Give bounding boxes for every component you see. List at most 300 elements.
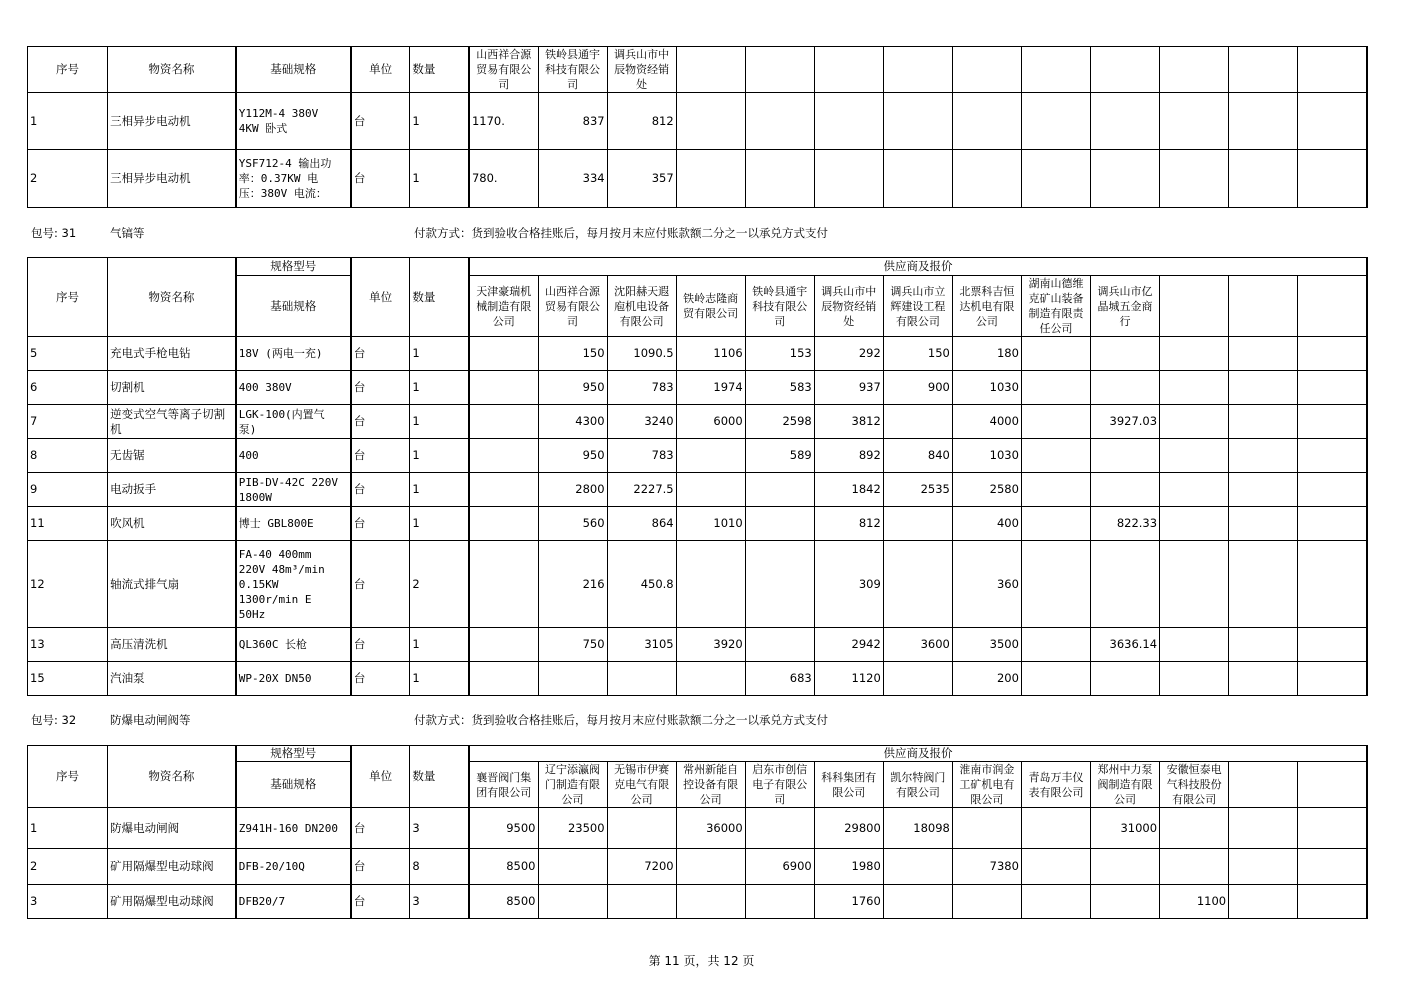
price-cell	[745, 150, 814, 208]
price-cell: 309	[814, 541, 883, 628]
header-spec: 基础规格	[236, 276, 351, 337]
supplier-header: 北票科吉恒达机电有限公司	[952, 276, 1021, 337]
price-cell	[607, 885, 676, 919]
price-cell	[952, 93, 1021, 150]
row-seq: 9	[28, 473, 108, 507]
price-cell: 780.	[469, 150, 538, 208]
price-cell	[1229, 808, 1298, 849]
row-qty: 2	[410, 541, 469, 628]
row-spec: LGK-100(内置气 泵)	[236, 405, 351, 439]
price-cell	[676, 849, 745, 885]
price-cell	[745, 93, 814, 150]
price-cell	[1021, 473, 1090, 507]
row-spec: DFB-20/10Q	[236, 849, 351, 885]
header-seq: 序号	[28, 47, 108, 93]
price-cell: 1106	[676, 337, 745, 371]
row-seq: 6	[28, 371, 108, 405]
price-cell: 4300	[538, 405, 607, 439]
price-cell: 292	[814, 337, 883, 371]
price-cell: 3920	[676, 628, 745, 662]
row-qty: 1	[410, 371, 469, 405]
price-cell: 2942	[814, 628, 883, 662]
row-item-name: 汽油泵	[108, 662, 236, 696]
package-31-name: 气镐等	[110, 226, 145, 240]
price-cell: 360	[952, 541, 1021, 628]
row-qty: 3	[410, 885, 469, 919]
price-cell: 3812	[814, 405, 883, 439]
row-qty: 1	[410, 507, 469, 541]
supplier-header: 调兵山市中辰物资经销处	[814, 276, 883, 337]
row-qty: 1	[410, 405, 469, 439]
price-cell	[1298, 628, 1367, 662]
header-spec: 基础规格	[236, 762, 351, 808]
package-32-label: 包号: 32	[31, 713, 77, 727]
price-cell	[607, 808, 676, 849]
price-cell: 8500	[469, 885, 538, 919]
price-cell	[1091, 473, 1160, 507]
price-cell	[1021, 808, 1090, 849]
row-qty: 3	[410, 808, 469, 849]
price-cell	[1298, 507, 1367, 541]
header-supplier-group: 供应商及报价	[469, 258, 1367, 276]
price-cell	[1021, 541, 1090, 628]
price-cell	[1229, 473, 1298, 507]
price-cell	[883, 405, 952, 439]
supplier-header: 调兵山市中辰物资经销处	[607, 47, 676, 93]
price-cell	[1091, 150, 1160, 208]
price-cell	[1298, 473, 1367, 507]
price-cell	[1021, 662, 1090, 696]
package-32-name: 防爆电动闸阀等	[110, 713, 191, 727]
price-cell	[1160, 371, 1229, 405]
price-cell	[1021, 93, 1090, 150]
row-spec: DFB20/7	[236, 885, 351, 919]
table-row	[28, 507, 1368, 541]
supplier-header: 青岛万丰仪表有限公司	[1021, 762, 1090, 808]
price-cell: 9500	[469, 808, 538, 849]
price-cell	[1091, 371, 1160, 405]
price-cell	[745, 507, 814, 541]
header-qty: 数量	[410, 258, 469, 337]
supplier-header: 淮南市润金工矿机电有限公司	[952, 762, 1021, 808]
package-32-payment: 付款方式：货到验收合格挂账后，每月按月末应付账款额二分之一以承兑方式支付	[414, 713, 828, 727]
price-cell	[952, 150, 1021, 208]
price-cell	[745, 628, 814, 662]
price-cell: 450.8	[607, 541, 676, 628]
price-cell: 1010	[676, 507, 745, 541]
table-row	[28, 405, 1368, 439]
price-cell	[676, 541, 745, 628]
price-cell	[1021, 507, 1090, 541]
row-unit: 台	[351, 507, 410, 541]
price-cell	[607, 662, 676, 696]
supplier-header: 科科集团有限公司	[814, 762, 883, 808]
price-cell	[1091, 439, 1160, 473]
price-cell	[469, 628, 538, 662]
row-item-name: 逆变式空气等离子切割机	[108, 405, 236, 439]
price-cell	[676, 93, 745, 150]
price-cell	[469, 473, 538, 507]
price-cell: 7200	[607, 849, 676, 885]
price-cell	[1160, 507, 1229, 541]
row-seq: 1	[28, 93, 108, 150]
supplier-header: 调兵山市亿晶城五金商行	[1091, 276, 1160, 337]
price-cell: 4000	[952, 405, 1021, 439]
price-cell	[883, 150, 952, 208]
price-cell: 950	[538, 371, 607, 405]
price-cell	[1229, 93, 1298, 150]
price-cell: 1974	[676, 371, 745, 405]
price-cell	[1021, 150, 1090, 208]
table-row	[28, 337, 1368, 371]
price-cell	[1298, 371, 1367, 405]
supplier-header: 山西祥合源贸易有限公司	[538, 276, 607, 337]
table-row	[28, 885, 1368, 919]
price-cell: 6000	[676, 405, 745, 439]
price-cell	[1298, 150, 1367, 208]
price-cell	[1091, 541, 1160, 628]
table-row	[28, 628, 1368, 662]
price-cell: 200	[952, 662, 1021, 696]
supplier-header: 凯尔特阀门有限公司	[883, 762, 952, 808]
price-cell	[469, 337, 538, 371]
price-cell	[1021, 628, 1090, 662]
table-2	[27, 257, 1368, 696]
supplier-header: 沈阳赫天遐庖机电设备有限公司	[607, 276, 676, 337]
row-seq: 11	[28, 507, 108, 541]
row-unit: 台	[351, 628, 410, 662]
header-unit: 单位	[351, 47, 410, 93]
row-item-name: 防爆电动闸阀	[108, 808, 236, 849]
price-cell	[1229, 371, 1298, 405]
supplier-header: 湖南山德维克矿山装备制造有限责任公司	[1021, 276, 1090, 337]
row-unit: 台	[351, 541, 410, 628]
row-qty: 1	[410, 473, 469, 507]
price-cell	[676, 150, 745, 208]
price-cell: 783	[607, 371, 676, 405]
price-cell	[1021, 885, 1090, 919]
price-cell	[883, 849, 952, 885]
price-cell	[1160, 439, 1229, 473]
price-cell: 3636.14	[1091, 628, 1160, 662]
price-cell	[1021, 849, 1090, 885]
price-cell: 937	[814, 371, 883, 405]
supplier-header: 郑州中力泵阀制造有限公司	[1091, 762, 1160, 808]
table-row	[28, 93, 1368, 150]
price-cell: 840	[883, 439, 952, 473]
row-item-name: 矿用隔爆型电动球阀	[108, 885, 236, 919]
price-cell	[676, 885, 745, 919]
price-cell	[1229, 507, 1298, 541]
supplier-header: 山西祥合源贸易有限公司	[469, 47, 538, 93]
price-cell: 1842	[814, 473, 883, 507]
row-spec: Y112M-4 380V 4KW 卧式	[236, 93, 351, 150]
price-cell	[1091, 885, 1160, 919]
row-item-name: 三相异步电动机	[108, 150, 236, 208]
row-unit: 台	[351, 150, 410, 208]
price-cell: 8500	[469, 849, 538, 885]
price-cell: 23500	[538, 808, 607, 849]
price-cell	[1160, 405, 1229, 439]
table-row	[28, 849, 1368, 885]
price-cell	[1021, 439, 1090, 473]
row-seq: 2	[28, 150, 108, 208]
header-spec-group: 规格型号	[236, 746, 351, 762]
row-spec: YSF712-4 输出功 率：0.37KW 电 压：380V 电流：	[236, 150, 351, 208]
price-cell: 812	[607, 93, 676, 150]
table-row	[28, 662, 1368, 696]
price-cell: 1170.	[469, 93, 538, 150]
price-cell	[1229, 849, 1298, 885]
price-cell	[1298, 662, 1367, 696]
row-seq: 7	[28, 405, 108, 439]
price-cell	[1160, 541, 1229, 628]
price-cell: 837	[538, 93, 607, 150]
price-cell	[1298, 885, 1367, 919]
row-qty: 1	[410, 662, 469, 696]
price-cell	[1160, 849, 1229, 885]
price-cell	[745, 808, 814, 849]
row-item-name: 高压清洗机	[108, 628, 236, 662]
price-cell	[1298, 93, 1367, 150]
page-footer: 第 11 页，共 12 页	[648, 954, 755, 968]
price-cell	[1160, 150, 1229, 208]
price-cell: 1090.5	[607, 337, 676, 371]
price-cell	[814, 93, 883, 150]
header-supplier-group: 供应商及报价	[469, 746, 1367, 762]
price-cell	[538, 662, 607, 696]
row-seq: 5	[28, 337, 108, 371]
price-cell	[952, 885, 1021, 919]
price-cell	[1298, 849, 1367, 885]
row-seq: 12	[28, 541, 108, 628]
header-name: 物资名称	[108, 746, 236, 808]
row-item-name: 切割机	[108, 371, 236, 405]
price-cell: 150	[538, 337, 607, 371]
price-cell: 1030	[952, 439, 1021, 473]
row-item-name: 无齿锯	[108, 439, 236, 473]
price-cell	[676, 439, 745, 473]
supplier-header: 启东市创信电子有限公司	[745, 762, 814, 808]
row-seq: 13	[28, 628, 108, 662]
price-cell	[469, 439, 538, 473]
row-seq: 3	[28, 885, 108, 919]
price-cell: 2598	[745, 405, 814, 439]
price-cell	[883, 885, 952, 919]
price-cell: 1980	[814, 849, 883, 885]
row-spec: PIB-DV-42C 220V 1800W	[236, 473, 351, 507]
price-cell	[1229, 885, 1298, 919]
table-3	[27, 745, 1368, 919]
package-31-label: 包号: 31	[31, 226, 77, 240]
row-spec: 博士 GBL800E	[236, 507, 351, 541]
price-cell	[1229, 405, 1298, 439]
price-cell: 400	[952, 507, 1021, 541]
row-spec: FA-40 400mm 220V 48m³/min 0.15KW 1300r/min E 50Hz	[236, 541, 351, 628]
row-unit: 台	[351, 849, 410, 885]
price-cell: 3500	[952, 628, 1021, 662]
supplier-header: 常州新能自控设备有限公司	[676, 762, 745, 808]
price-cell	[1298, 405, 1367, 439]
price-cell: 357	[607, 150, 676, 208]
price-cell	[469, 507, 538, 541]
supplier-header	[1160, 276, 1229, 337]
price-cell	[1091, 849, 1160, 885]
package-31-payment: 付款方式：货到验收合格挂账后，每月按月末应付账款额二分之一以承兑方式支付	[414, 226, 828, 240]
supplier-header: 襄晋阀门集团有限公司	[469, 762, 538, 808]
price-cell: 2800	[538, 473, 607, 507]
table-row	[28, 473, 1368, 507]
price-cell	[1091, 93, 1160, 150]
price-cell	[1160, 808, 1229, 849]
price-cell	[1229, 541, 1298, 628]
row-unit: 台	[351, 473, 410, 507]
price-cell: 783	[607, 439, 676, 473]
price-cell: 3240	[607, 405, 676, 439]
price-cell	[883, 93, 952, 150]
row-seq: 1	[28, 808, 108, 849]
price-cell: 950	[538, 439, 607, 473]
row-qty: 1	[410, 628, 469, 662]
price-cell: 683	[745, 662, 814, 696]
price-cell	[1229, 439, 1298, 473]
price-cell	[883, 541, 952, 628]
supplier-header	[1298, 762, 1367, 808]
price-cell: 822.33	[1091, 507, 1160, 541]
supplier-header: 调兵山市立辉建设工程有限公司	[883, 276, 952, 337]
price-cell	[1160, 662, 1229, 696]
price-cell	[469, 371, 538, 405]
row-seq: 8	[28, 439, 108, 473]
price-cell: 7380	[952, 849, 1021, 885]
supplier-header: 铁岭县通宇科技有限公司	[538, 47, 607, 93]
price-cell	[1229, 628, 1298, 662]
row-seq: 2	[28, 849, 108, 885]
price-cell	[1229, 337, 1298, 371]
price-cell	[1298, 808, 1367, 849]
price-cell: 812	[814, 507, 883, 541]
row-spec: WP-20X DN50	[236, 662, 351, 696]
row-unit: 台	[351, 808, 410, 849]
price-cell: 1760	[814, 885, 883, 919]
price-cell	[1160, 628, 1229, 662]
table-row	[28, 371, 1368, 405]
price-cell	[1229, 662, 1298, 696]
price-cell: 153	[745, 337, 814, 371]
header-unit: 单位	[351, 746, 410, 808]
price-cell	[1298, 337, 1367, 371]
row-unit: 台	[351, 662, 410, 696]
header-name: 物资名称	[108, 258, 236, 337]
price-cell: 2227.5	[607, 473, 676, 507]
row-spec: 400 380V	[236, 371, 351, 405]
supplier-header: 辽宁添瀛阀门制造有限公司	[538, 762, 607, 808]
price-cell	[469, 541, 538, 628]
price-cell: 750	[538, 628, 607, 662]
header-seq: 序号	[28, 258, 108, 337]
price-cell: 3927.03	[1091, 405, 1160, 439]
row-spec: QL360C 长枪	[236, 628, 351, 662]
price-cell: 180	[952, 337, 1021, 371]
header-name: 物资名称	[108, 47, 236, 93]
supplier-header	[1229, 762, 1298, 808]
row-spec: 18V (两电一充)	[236, 337, 351, 371]
price-cell: 29800	[814, 808, 883, 849]
price-cell: 150	[883, 337, 952, 371]
price-cell: 3105	[607, 628, 676, 662]
table-row	[28, 808, 1368, 849]
supplier-header: 铁岭县通宇科技有限公司	[745, 276, 814, 337]
row-item-name: 三相异步电动机	[108, 93, 236, 150]
price-cell	[676, 473, 745, 507]
row-spec: 400	[236, 439, 351, 473]
row-item-name: 电动扳手	[108, 473, 236, 507]
price-cell	[745, 473, 814, 507]
supplier-header: 无锡市伊赛克电气有限公司	[607, 762, 676, 808]
row-unit: 台	[351, 885, 410, 919]
price-cell: 1030	[952, 371, 1021, 405]
price-cell: 589	[745, 439, 814, 473]
header-seq: 序号	[28, 746, 108, 808]
row-qty: 1	[410, 337, 469, 371]
price-cell	[1160, 473, 1229, 507]
row-unit: 台	[351, 405, 410, 439]
row-unit: 台	[351, 337, 410, 371]
table-row	[28, 541, 1368, 628]
price-cell: 892	[814, 439, 883, 473]
price-cell	[745, 541, 814, 628]
price-cell	[952, 808, 1021, 849]
price-cell	[1229, 150, 1298, 208]
price-cell: 6900	[745, 849, 814, 885]
price-cell	[1160, 337, 1229, 371]
price-cell: 1100	[1160, 885, 1229, 919]
header-unit: 单位	[351, 258, 410, 337]
header-spec: 基础规格	[236, 47, 351, 93]
price-cell	[883, 507, 952, 541]
price-cell	[745, 885, 814, 919]
price-cell: 36000	[676, 808, 745, 849]
price-cell: 31000	[1091, 808, 1160, 849]
price-cell	[538, 885, 607, 919]
price-cell: 583	[745, 371, 814, 405]
row-unit: 台	[351, 371, 410, 405]
header-qty: 数量	[410, 746, 469, 808]
row-unit: 台	[351, 93, 410, 150]
price-cell	[469, 405, 538, 439]
price-cell	[1021, 337, 1090, 371]
row-item-name: 充电式手枪电钻	[108, 337, 236, 371]
row-qty: 1	[410, 439, 469, 473]
table-row	[28, 439, 1368, 473]
price-cell	[538, 849, 607, 885]
header-spec-group: 规格型号	[236, 258, 351, 276]
price-cell: 3600	[883, 628, 952, 662]
row-spec: Z941H-160 DN200	[236, 808, 351, 849]
price-cell: 900	[883, 371, 952, 405]
price-cell	[469, 662, 538, 696]
price-cell: 560	[538, 507, 607, 541]
price-cell: 18098	[883, 808, 952, 849]
price-cell	[676, 662, 745, 696]
price-cell	[1298, 541, 1367, 628]
row-unit: 台	[351, 439, 410, 473]
row-item-name: 轴流式排气扇	[108, 541, 236, 628]
row-item-name: 吹风机	[108, 507, 236, 541]
price-cell	[1091, 337, 1160, 371]
price-cell	[1021, 371, 1090, 405]
price-cell	[883, 662, 952, 696]
